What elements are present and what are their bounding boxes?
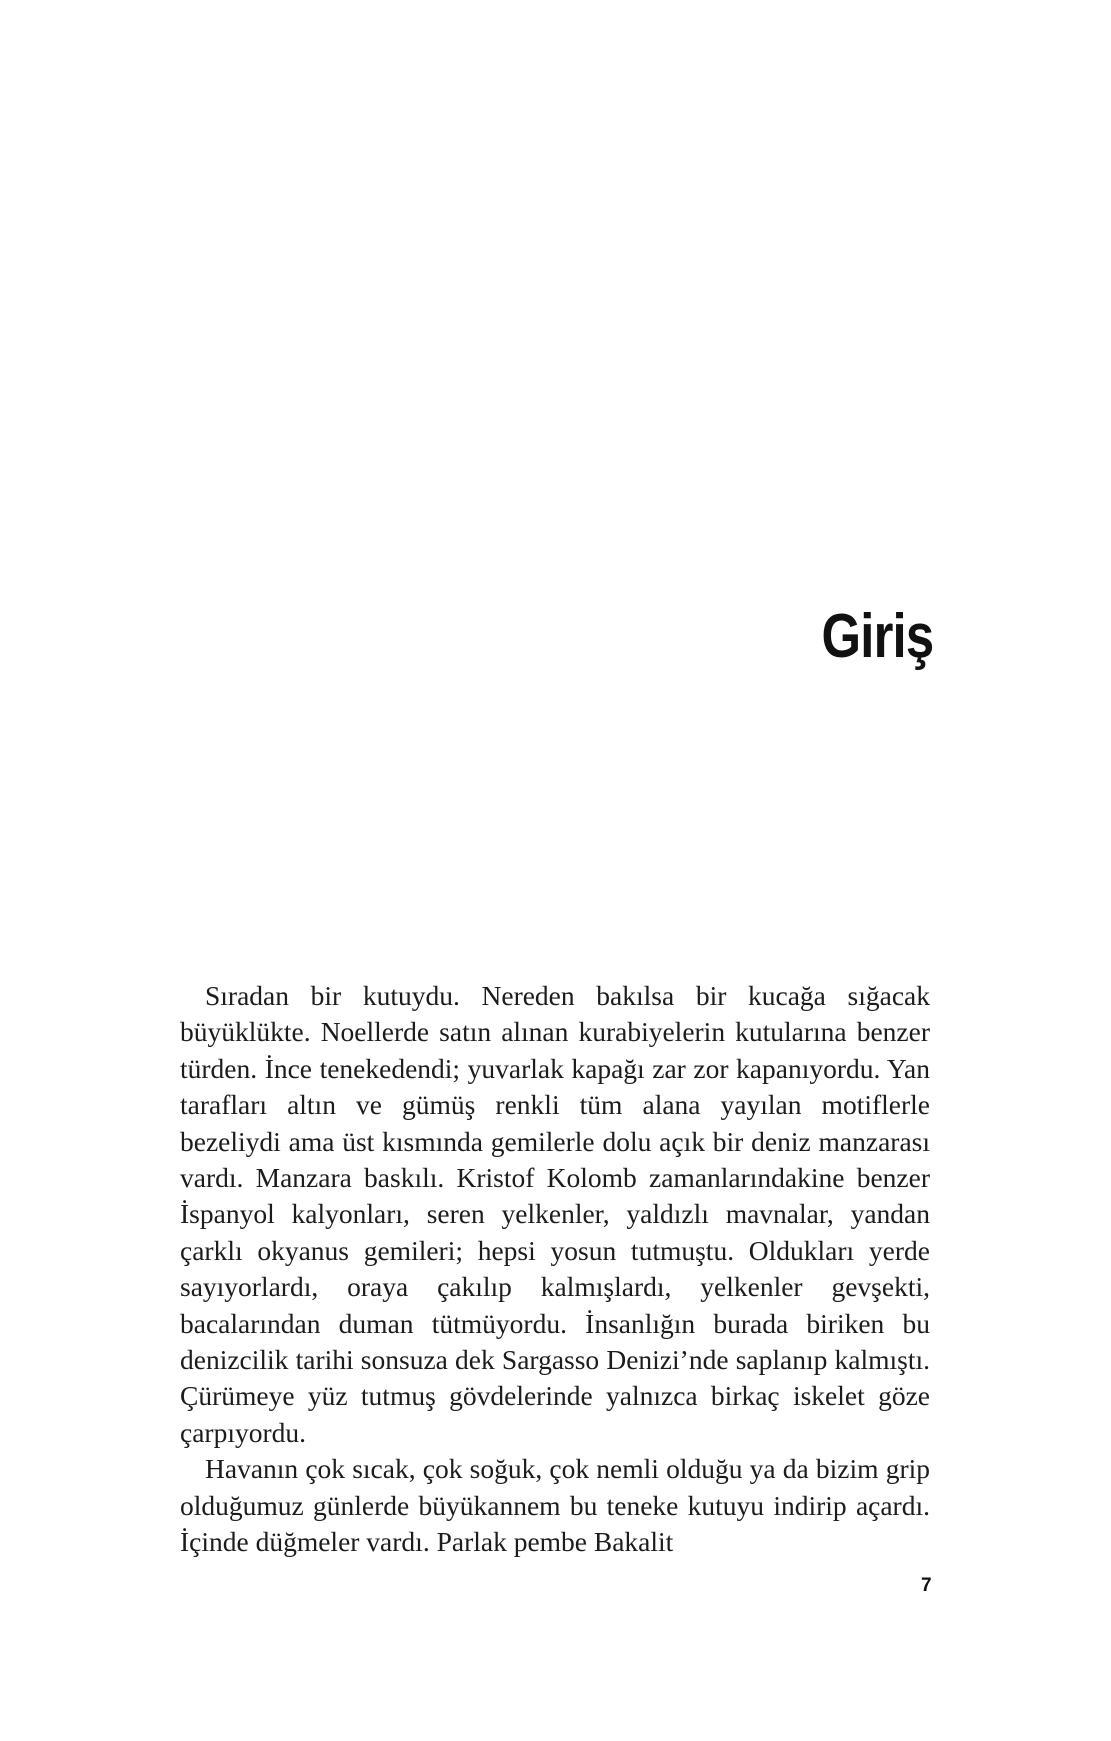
paragraph: Sıradan bir kutuydu. Nereden bakılsa bir kucağa sığacak büyüklükte. Noellerde satın alınan kurabiyelerin kutularına benzer türden. İnce tenekedendi; yuvarlak kapağı zar zor kapanıyordu. Yan tarafları altın ve gümüş renkli tüm alana yayılan motiflerle bezeliydi ama üst kısmında gemilerle dolu açık bir deniz manzarası vardı. Manzara baskılı. Kristof Kolomb zamanlarındakine benzer İspanyol kalyonları, seren yelkenler, yaldızlı mavnalar, yandan çarklı okyanus gemileri; hepsi yosun tutmuştu. Oldukları yerde sayıyorlardı, oraya çakılıp kalmışlardı, yelkenler gevşekti, bacalarından duman tütmüyordu. İnsanlığın burada biriken bu denizcilik tarihi sonsuza dek Sargasso Denizi’nde saplanıp kalmıştı. Çürümeye yüz tutmuş gövdelerinde yalnızca birkaç iskelet göze çarpıyordu. [180, 980, 930, 1448]
page-number: 7 [921, 1575, 932, 1596]
chapter-title: Giriş [821, 602, 933, 671]
paragraph: Havanın çok sıcak, çok soğuk, çok nemli olduğu ya da bizim grip olduğumuz günlerde büyükannem bu teneke kutuyu indirip açardı. İçinde düğmeler vardı. Parlak pembe Bakalit [180, 1453, 930, 1558]
body-text [180, 978, 930, 1561]
